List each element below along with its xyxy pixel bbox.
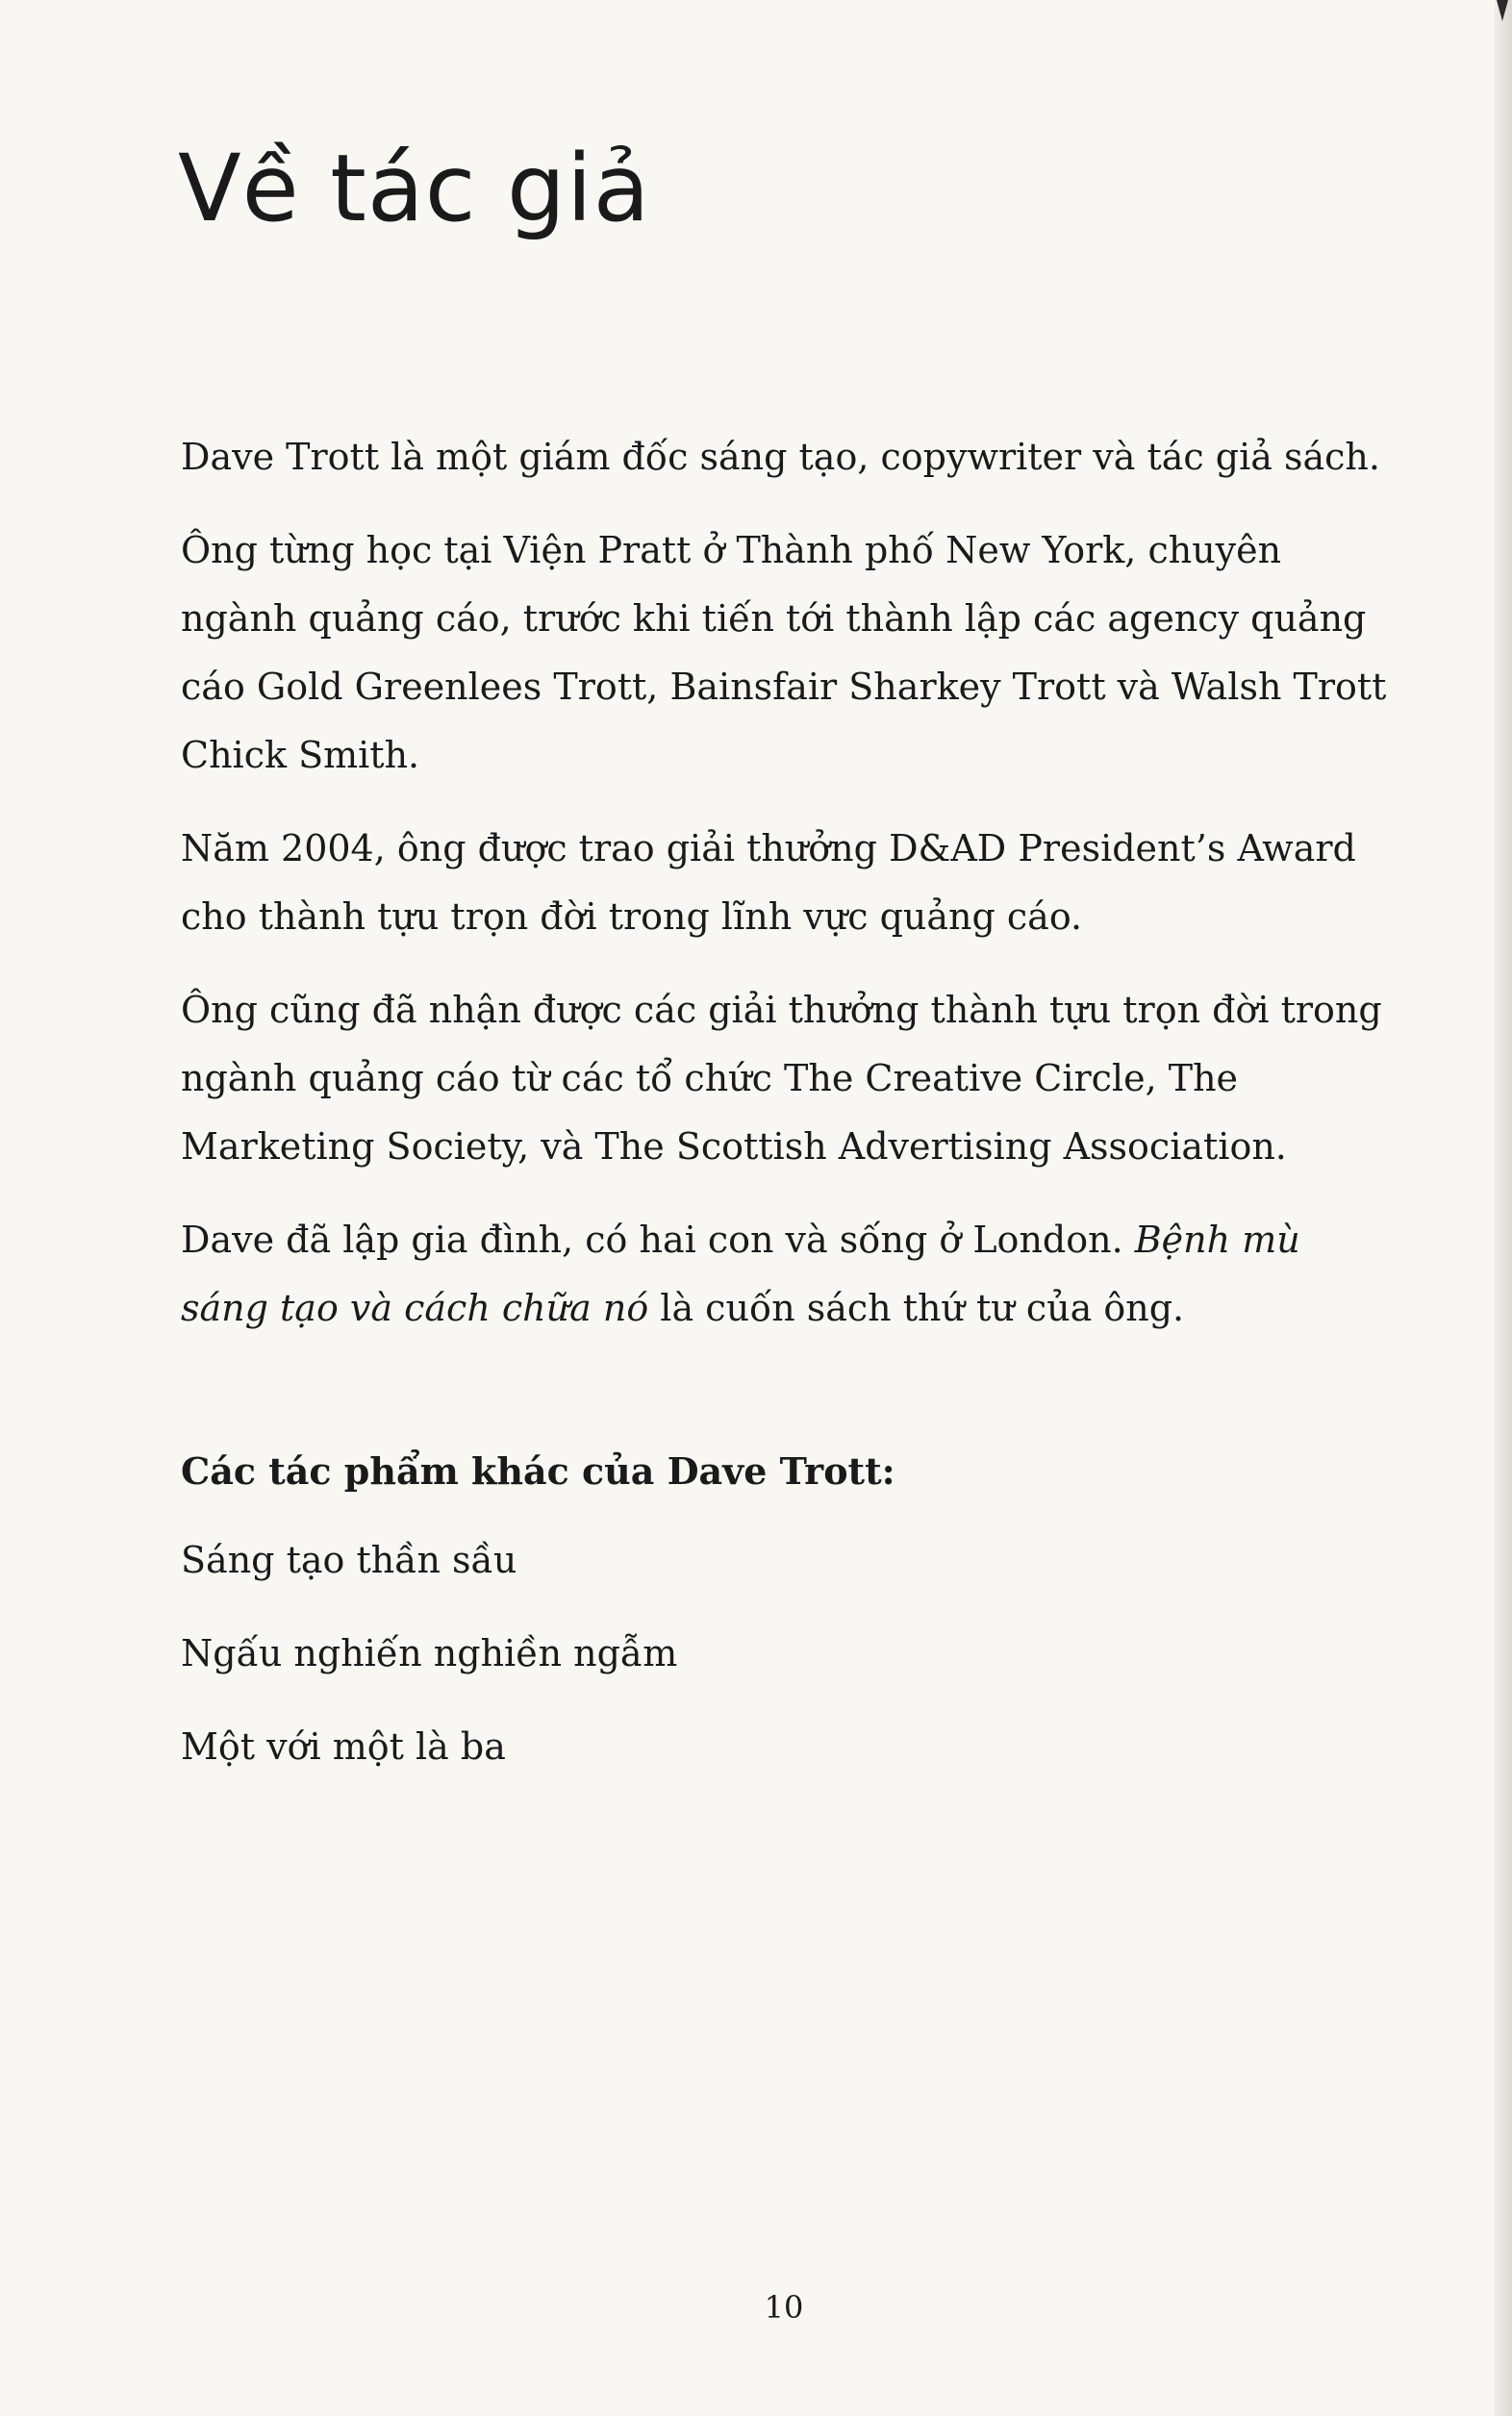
page-edge-shadow xyxy=(1495,0,1512,2416)
paragraph-award: Năm 2004, ông được trao giải thưởng D&AD President’s Award cho thành tựu trọn đời trong lĩnh vực quảng cáo. xyxy=(181,827,1356,938)
corner-mark xyxy=(1497,0,1508,21)
paragraph-lifetime-awards: Ông cũng đã nhận được các giải thưởng thành tựu trọn đời trong ngành quảng cáo từ các tổ chức The Creative Circle, The Marketing Society, và The Scottish Advertising Association. xyxy=(181,989,1382,1168)
work-item: Một với một là ba xyxy=(181,1725,506,1768)
page-title: Về tác giả xyxy=(178,135,651,242)
paragraph-personal-end: là cuốn sách thứ tư của ông. xyxy=(648,1287,1185,1329)
paragraph-education: Ông từng học tại Viện Pratt ở Thành phố New York, chuyên ngành quảng cáo, trước khi tiến tới thành lập các agency quảng cáo Gold Greenlees Trott, Bainsfair Sharkey Trott và Walsh Trott Chick Smith. xyxy=(181,529,1387,776)
page-content xyxy=(181,423,1393,1806)
paragraph-intro: Dave Trott là một giám đốc sáng tạo, copywriter và tác giả sách. xyxy=(181,436,1380,478)
book-title-italic: Bệnh mù sáng tạo và cách chữa nó xyxy=(181,1219,1300,1329)
other-works-heading: Các tác phẩm khác của Dave Trott: xyxy=(181,1449,895,1493)
page-number: 10 xyxy=(764,2289,804,2326)
paragraph-personal xyxy=(181,1206,1393,1343)
paragraph-personal-start: Dave đã lập gia đình, có hai con và sống ở London. xyxy=(181,1219,1135,1261)
work-item: Ngấu nghiến nghiền ngẫm xyxy=(181,1632,678,1674)
work-item: Sáng tạo thần sầu xyxy=(181,1539,517,1581)
